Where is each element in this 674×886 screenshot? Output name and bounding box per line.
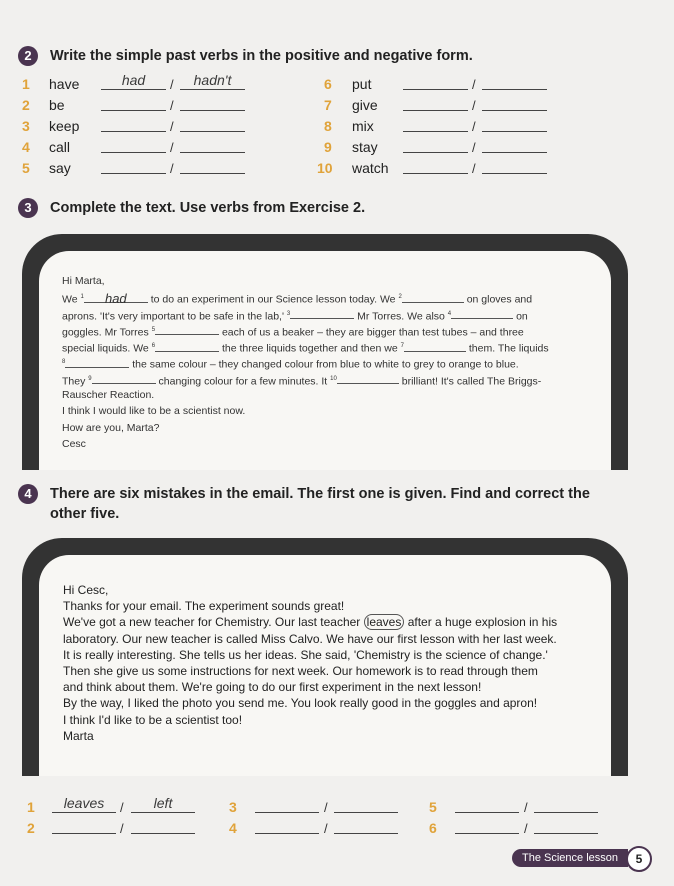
section-label: The Science lesson: [512, 849, 628, 867]
positive-answer-field[interactable]: [403, 136, 468, 153]
slash: /: [524, 800, 528, 815]
slash: /: [170, 140, 174, 155]
exercise-4-number: 4: [18, 484, 38, 504]
slash: /: [472, 77, 476, 92]
slash: /: [120, 800, 124, 815]
item-number: 9: [324, 139, 332, 155]
item-number: 3: [22, 118, 30, 134]
negative-answer-field[interactable]: hadn't: [180, 73, 245, 90]
exercise-4-title: There are six mistakes in the email. The first one is given. Find and correct the other five.: [50, 486, 590, 522]
mistake-field[interactable]: [455, 817, 519, 834]
item-number: 1: [22, 76, 30, 92]
item-number: 5: [22, 160, 30, 176]
letter-text: Hi Marta, We $^1$ had to do an experiment in our Science lesson today. We $^2$ on gloves and aprons. 'It's very important to be safe in the lab,' $^3$ Mr Torres. We also $^4$ on goggles. Mr Torres $^5$ each of us a beaker – they are bigger than test tubes – and three special liquids. We $^6$ the three liquids together and then we $^7$ them. The liquids $^8$ the same colour – they changed colour from blue to white to grey to orange to blue. They $^9$ changing colour for a few minutes. It $^{10}$ brilliant! It's called The Briggs- Rauscher Reaction. I think I would like to be a scientist now. How are you, Marta? Cesc: [62, 273, 549, 452]
slash: /: [170, 77, 174, 92]
exercise-2-title: Write the simple past verbs in the positive and negative form.: [50, 48, 473, 64]
answer-number: 2: [27, 820, 35, 836]
exercise-3-title: Complete the text. Use verbs from Exercise 2.: [50, 200, 366, 216]
positive-answer-field[interactable]: [403, 73, 468, 90]
page-number: 5: [626, 846, 652, 872]
correction-field[interactable]: [534, 796, 598, 813]
gap-1-field[interactable]: had: [84, 291, 148, 303]
item-verb: stay: [352, 139, 378, 155]
answer-number: 5: [429, 799, 437, 815]
negative-answer-field[interactable]: [482, 157, 547, 174]
exercise-2-number: 2: [18, 46, 38, 66]
item-verb: give: [352, 97, 378, 113]
item-verb: be: [49, 97, 65, 113]
gap-7-field[interactable]: [404, 340, 466, 352]
item-verb: watch: [352, 160, 389, 176]
correction-field[interactable]: [334, 817, 398, 834]
gap-5-field[interactable]: [155, 323, 219, 335]
gap-2-field[interactable]: [402, 291, 464, 303]
slash: /: [120, 821, 124, 836]
item-number: 8: [324, 118, 332, 134]
positive-answer-field[interactable]: [403, 115, 468, 132]
negative-answer-field[interactable]: [180, 115, 245, 132]
item-verb: mix: [352, 118, 374, 134]
answer-number: 3: [229, 799, 237, 815]
negative-answer-field[interactable]: [482, 73, 547, 90]
slash: /: [324, 800, 328, 815]
email-text: Hi Cesc, Thanks for your email. The experiment sounds great! We've got a new teacher for Chemistry. Our last teacher leaves after a huge explosion in his laboratory. Our new teacher is called Miss Calvo. We have our first lesson with her last week. It is really interesting. She tells us her ideas. She said, 'Chemistry is the science of change.' Then she give us some instructions for next week. Our homework is to read through them and think about them. We're going to do our first experiment in the next lesson! By the way, I liked the photo you send me. You look really good in the goggles and apron! I think I'd like to be a scientist too! Marta: [63, 583, 558, 743]
gap-9-field[interactable]: [92, 372, 156, 384]
correction-field[interactable]: [534, 817, 598, 834]
answer-number: 4: [229, 820, 237, 836]
slash: /: [170, 98, 174, 113]
item-verb: have: [49, 76, 80, 92]
correction-field[interactable]: left: [131, 796, 195, 813]
mistake-field[interactable]: [255, 817, 319, 834]
item-verb: say: [49, 160, 71, 176]
gap-10-field[interactable]: [337, 372, 399, 384]
answer-number: 6: [429, 820, 437, 836]
letter-signature: Cesc: [62, 437, 86, 450]
gap-8-field[interactable]: [65, 356, 129, 368]
negative-answer-field[interactable]: [482, 136, 547, 153]
positive-answer-field[interactable]: [101, 136, 166, 153]
slash: /: [324, 821, 328, 836]
answer-number: 1: [27, 799, 35, 815]
mistake-field[interactable]: leaves: [52, 796, 116, 813]
item-number: 7: [324, 97, 332, 113]
slash: /: [472, 161, 476, 176]
mistake-field[interactable]: [455, 796, 519, 813]
exercise-3-number: 3: [18, 198, 38, 218]
gap-4-field[interactable]: [451, 307, 513, 319]
letter-greeting: Hi Marta,: [62, 275, 105, 287]
negative-answer-field[interactable]: [482, 94, 547, 111]
negative-answer-field[interactable]: [180, 157, 245, 174]
negative-answer-field[interactable]: [482, 115, 547, 132]
item-verb: call: [49, 139, 71, 155]
item-number: 2: [22, 97, 30, 113]
slash: /: [472, 119, 476, 134]
item-number: 4: [22, 139, 30, 155]
positive-answer-field[interactable]: had: [101, 73, 166, 90]
item-number: 10: [317, 160, 333, 176]
slash: /: [472, 140, 476, 155]
mistake-field[interactable]: [52, 817, 116, 834]
correction-field[interactable]: [131, 817, 195, 834]
slash: /: [170, 119, 174, 134]
positive-answer-field[interactable]: [101, 157, 166, 174]
positive-answer-field[interactable]: [403, 94, 468, 111]
positive-answer-field[interactable]: [403, 157, 468, 174]
item-verb: put: [352, 76, 372, 92]
slash: /: [524, 821, 528, 836]
slash: /: [472, 98, 476, 113]
slash: /: [170, 161, 174, 176]
circled-mistake: leaves: [364, 614, 405, 630]
negative-answer-field[interactable]: [180, 136, 245, 153]
gap-3-field[interactable]: [290, 307, 354, 319]
mistake-field[interactable]: [255, 796, 319, 813]
gap-6-field[interactable]: [155, 340, 219, 352]
negative-answer-field[interactable]: [180, 94, 245, 111]
positive-answer-field[interactable]: [101, 94, 166, 111]
email-signature: Marta: [63, 728, 94, 743]
correction-field[interactable]: [334, 796, 398, 813]
positive-answer-field[interactable]: [101, 115, 166, 132]
item-number: 6: [324, 76, 332, 92]
item-verb: keep: [49, 118, 80, 134]
